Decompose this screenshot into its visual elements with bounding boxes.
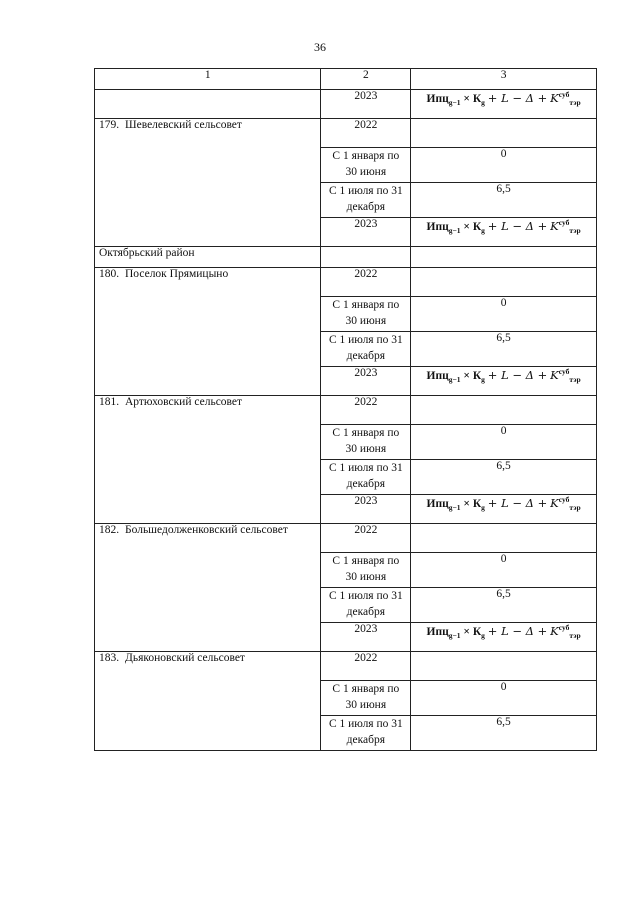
settlement-cell [95, 268, 321, 396]
year-cell: 2022 [321, 396, 411, 425]
empty-cell [411, 652, 597, 681]
formula-cell [411, 623, 597, 652]
value-cell: 0 [411, 148, 597, 183]
formula-cell [411, 90, 597, 119]
year-cell: 2022 [321, 119, 411, 148]
year-cell: 2023 [321, 623, 411, 652]
empty-cell [321, 247, 411, 268]
formula-cell [411, 367, 597, 396]
header-col-1: 1 [95, 69, 321, 90]
formula-ipc-sub: g−1 [448, 226, 461, 236]
empty-cell [411, 119, 597, 148]
settlement-cell [95, 396, 321, 524]
settlement-cell [95, 652, 321, 751]
entry-number: 182. [99, 524, 120, 536]
settlement-name: Дьяконовский сельсовет [125, 652, 245, 664]
formula-k-sub: g [481, 98, 485, 108]
district-name: Октябрьский район [95, 247, 321, 268]
formula-ipc: Ипц [426, 497, 449, 510]
table-row [95, 90, 597, 119]
formula-kt-sub: тэр [569, 375, 581, 385]
period-cell: С 1 июля по 31 декабря [321, 332, 411, 367]
formula-kt: K [550, 623, 559, 638]
settlement-name: Шевелевский сельсовет [125, 119, 242, 131]
formula-k-sub: g [481, 226, 485, 236]
settlement-cell [95, 524, 321, 652]
value-cell: 0 [411, 425, 597, 460]
formula-k-sub: g [481, 503, 485, 513]
year-cell: 2023 [321, 218, 411, 247]
empty-cell [95, 90, 321, 119]
formula-kt: K [550, 367, 559, 382]
formula-kt: K [550, 218, 559, 233]
page-number: 36 [314, 40, 326, 54]
formula-times: × [463, 369, 470, 382]
year-cell: 2022 [321, 524, 411, 553]
formula-k: К [472, 92, 482, 105]
value-cell: 0 [411, 297, 597, 332]
formula-kt: K [550, 90, 559, 105]
formula-rest: + L − Δ + [487, 495, 548, 510]
empty-cell [411, 268, 597, 297]
formula-k-sub: g [481, 631, 485, 641]
header-col-3: 3 [411, 69, 597, 90]
year-cell: 2023 [321, 495, 411, 524]
formula-kt-sup: суб [558, 90, 570, 99]
settlement-cell [95, 119, 321, 247]
header-col-2: 2 [321, 69, 411, 90]
formula-kt-sub: тэр [569, 226, 581, 236]
formula-k: К [472, 369, 482, 382]
empty-cell [411, 396, 597, 425]
empty-cell [411, 247, 597, 268]
formula-ipc: Ипц [426, 220, 449, 233]
formula-kt-sup: суб [558, 623, 570, 632]
value-cell: 6,5 [411, 716, 597, 751]
formula-k: К [472, 625, 482, 638]
period-cell: С 1 января по 30 июня [321, 148, 411, 183]
table-row [95, 524, 597, 553]
value-cell: 6,5 [411, 183, 597, 218]
formula-kt-sup: суб [558, 218, 570, 227]
formula-k-sub: g [481, 375, 485, 385]
period-cell: С 1 января по 30 июня [321, 425, 411, 460]
table-row [95, 119, 597, 148]
table-header-row [95, 69, 597, 90]
formula-ipc-sub: g−1 [448, 375, 461, 385]
formula-times: × [463, 497, 470, 510]
formula-rest: + L − Δ + [487, 218, 548, 233]
settlement-name: Поселок Прямицыно [125, 268, 229, 280]
formula-rest: + L − Δ + [487, 90, 548, 105]
formula-ipc: Ипц [426, 92, 449, 105]
period-cell: С 1 июля по 31 декабря [321, 716, 411, 751]
empty-cell [411, 524, 597, 553]
formula-times: × [463, 625, 470, 638]
formula-kt-sup: суб [558, 495, 570, 504]
entry-number: 181. [99, 396, 120, 408]
formula-kt-sub: тэр [569, 503, 581, 513]
formula-rest: + L − Δ + [487, 367, 548, 382]
formula-kt-sup: суб [558, 367, 570, 376]
period-cell: С 1 января по 30 июня [321, 553, 411, 588]
formula-times: × [463, 220, 470, 233]
formula-cell [411, 495, 597, 524]
period-cell: С 1 января по 30 июня [321, 297, 411, 332]
entry-number: 183. [99, 652, 120, 664]
value-cell: 6,5 [411, 588, 597, 623]
value-cell: 6,5 [411, 460, 597, 495]
entry-number: 180. [99, 268, 120, 280]
district-row [95, 247, 597, 268]
tariff-table [94, 68, 597, 751]
value-cell: 0 [411, 553, 597, 588]
period-cell: С 1 июля по 31 декабря [321, 460, 411, 495]
formula-rest: + L − Δ + [487, 623, 548, 638]
formula-kt-sub: тэр [569, 631, 581, 641]
formula-kt-sub: тэр [569, 98, 581, 108]
year-cell: 2022 [321, 268, 411, 297]
formula-cell [411, 218, 597, 247]
formula-ipc-sub: g−1 [448, 503, 461, 513]
period-cell: С 1 июля по 31 декабря [321, 183, 411, 218]
formula-ipc-sub: g−1 [448, 98, 461, 108]
formula-times: × [463, 92, 470, 105]
year-cell: 2022 [321, 652, 411, 681]
year-cell: 2023 [321, 90, 411, 119]
table-row [95, 652, 597, 681]
settlement-name: Артюховский сельсовет [125, 396, 243, 408]
formula-kt: K [550, 495, 559, 510]
formula-ipc-sub: g−1 [448, 631, 461, 641]
table-row [95, 268, 597, 297]
formula-ipc: Ипц [426, 625, 449, 638]
formula-k: К [472, 497, 482, 510]
value-cell: 0 [411, 681, 597, 716]
entry-number: 179. [99, 119, 120, 131]
period-cell: С 1 июля по 31 декабря [321, 588, 411, 623]
settlement-name: Большедолженковский сельсовет [125, 524, 288, 536]
value-cell: 6,5 [411, 332, 597, 367]
formula-ipc: Ипц [426, 369, 449, 382]
period-cell: С 1 января по 30 июня [321, 681, 411, 716]
formula-k: К [472, 220, 482, 233]
year-cell: 2023 [321, 367, 411, 396]
table-row [95, 396, 597, 425]
